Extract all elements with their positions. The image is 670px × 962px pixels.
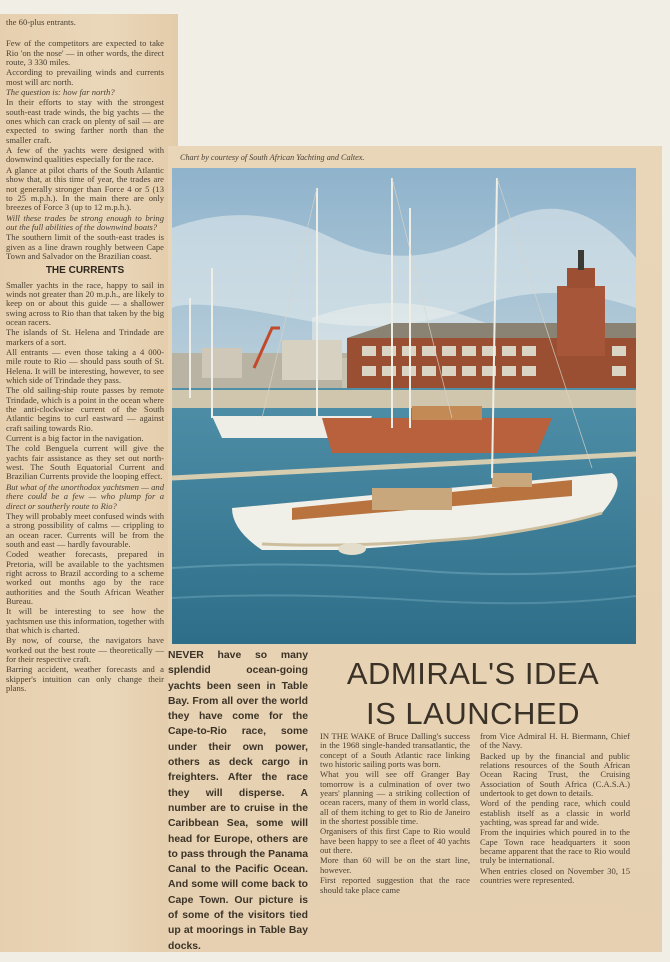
paragraph: More than 60 will be on the start line, however.	[320, 855, 470, 875]
photo-caption	[168, 648, 308, 954]
paragraph: The cold Benguela current will give the yachts fair assistance as they set out north-west. The South Equatorial Current and Brazilian Currents provide the looping effect.	[6, 443, 164, 482]
paragraph: The islands of St. Helena and Trindade are markers of a sort.	[6, 327, 164, 347]
paragraph: Barring accident, weather forecasts and a skipper's intuition can only change their plans.	[6, 664, 164, 694]
paragraph: Will these trades be strong enough to bring out the full abilities of the downwind boats?	[6, 212, 164, 232]
headline	[318, 654, 628, 734]
headline-line-1: ADMIRAL'S IDEA	[346, 656, 600, 691]
paragraph: From the inquiries which poured in to the Cape Town race headquarters it soon became apparent that the race to Rio would truly be international.	[480, 827, 630, 866]
paragraph: The old sailing-ship route passes by remote Trindade, which is a point in the ocean where the anti-clockwise current of the South Atlantic begins to curl eastward — against craft sailing towards Rio.	[6, 385, 164, 433]
paragraph: The question is: how far north?	[6, 87, 115, 98]
paragraph: Coded weather forecasts, prepared in Pretoria, will be available to the yachtsmen right across to Brazil according to a scheme worked out months ago by the race authorities and the South African Weather Bureau.	[6, 549, 164, 606]
paragraph: But what of the unorthodox yachtsmen — and there could be a few — who plump for a direct or southerly route to Rio?	[6, 481, 164, 511]
headline-line-2: IS LAUNCHED	[366, 696, 580, 731]
article-column-right	[480, 732, 630, 887]
photo-credit: Chart by courtesy of South African Yachting and Caltex.	[180, 153, 365, 162]
paragraph: from Vice Admiral H. H. Biermann, Chief of the Navy.	[480, 731, 630, 751]
paragraph: It will be interesting to see how the yachtsmen use this information, together with that which is charted.	[6, 606, 164, 635]
paragraph: A glance at pilot charts of the South Atlantic show that, at this time of year, the trades are not generally stronger than Force 4 or 5 (13 to 25 m.p.h.). In the main there are only breezes of Force 3 (up to 12 m.p.h.).	[6, 164, 164, 213]
paragraph: What you will see off Granger Bay tomorrow is a culmination of over two years' planning — a striking collection of ocean racers, many of them in world class, all of them itching to get to Rio de Janeiro in the shortest possible time.	[320, 769, 470, 827]
top-line: the 60-plus entrants.	[6, 17, 76, 27]
caption-lead-word: NEVER	[168, 650, 204, 661]
paragraph: A few of the yachts were designed with downwind qualities especially for the race.	[6, 145, 164, 165]
paragraph: Organisers of this first Cape to Rio would have been happy to see a fleet of 40 yachts out there.	[320, 826, 470, 856]
paragraph: In their efforts to stay with the strongest south-east trade winds, the big yachts — the ones which can crack on plenty of sail — are expected to swing farther north than the smaller craft.	[6, 97, 164, 145]
paragraph: According to prevailing winds and currents most will arc north.	[6, 67, 164, 87]
paragraph: Current is a big factor in the navigation.	[6, 433, 144, 444]
article-column-middle	[320, 732, 470, 896]
paragraph: By now, of course, the navigators have worked out the best route — theoretically — for their respective craft.	[6, 635, 164, 664]
section-heading: THE CURRENTS	[45, 265, 125, 277]
caption-text: have so many splendid ocean-going yachts been seen in Table Bay. From all over the world they have come for the Cape-to-Rio race, some under their own power, others as deck cargo in freighters. After the race they will disperse. A number are to cruise in the Caribbean Sea, some will head for Europe, others are to pass through the Panama Canal to the Pacific Ocean. And some will come back to Cape Town. Our picture is of some of the visitors tied up at moorings in Table Bay docks.	[168, 650, 308, 952]
paragraph: When entries closed on November 30, 15 countries were represented.	[480, 865, 630, 886]
left-article-column	[6, 18, 164, 694]
paragraph: They will probably meet confused winds with a strong possibility of calms — crippling to an ocean racer. Currents will be from the south and east — hardly favourable.	[6, 510, 164, 549]
yacht-photo	[172, 168, 636, 644]
paragraph: All entrants — even those taking a 4 000-mile route to Rio — should pass south of St. Helena. It will be interesting, however, to see which side of Trindade they pass.	[6, 347, 164, 386]
paragraph: Word of the pending race, which could establish itself as a classic in world yachting, was spread far and wide.	[480, 798, 630, 828]
paragraph: Backed up by the financial and public relations resources of the South African Ocean Racing Trust, the Cruising Association of South Africa (C.A.S.A.) undertook to get down to details.	[480, 750, 630, 799]
paragraph: Smaller yachts in the race, happy to sail in winds not greater than 20 m.p.h., are likely to keep on or about this guide — a shallower swing across to Rio than that taken by the big ocean racers.	[6, 279, 164, 327]
paragraph: First reported suggestion that the race should take place came	[320, 875, 470, 895]
paragraph: The southern limit of the south-east trades is given as a line drawn roughly between Cape Town and Salvador on the Brazilian coast.	[6, 232, 164, 261]
paragraph: Few of the competitors are expected to take Rio 'on the nose' — in other words, the direct route, 3 330 miles.	[6, 38, 164, 68]
paragraph: IN THE WAKE of Bruce Dalling's success in the 1968 single-handed transatlantic, the concept of a South Atlantic race linking two historic sailing ports was born.	[320, 731, 470, 770]
